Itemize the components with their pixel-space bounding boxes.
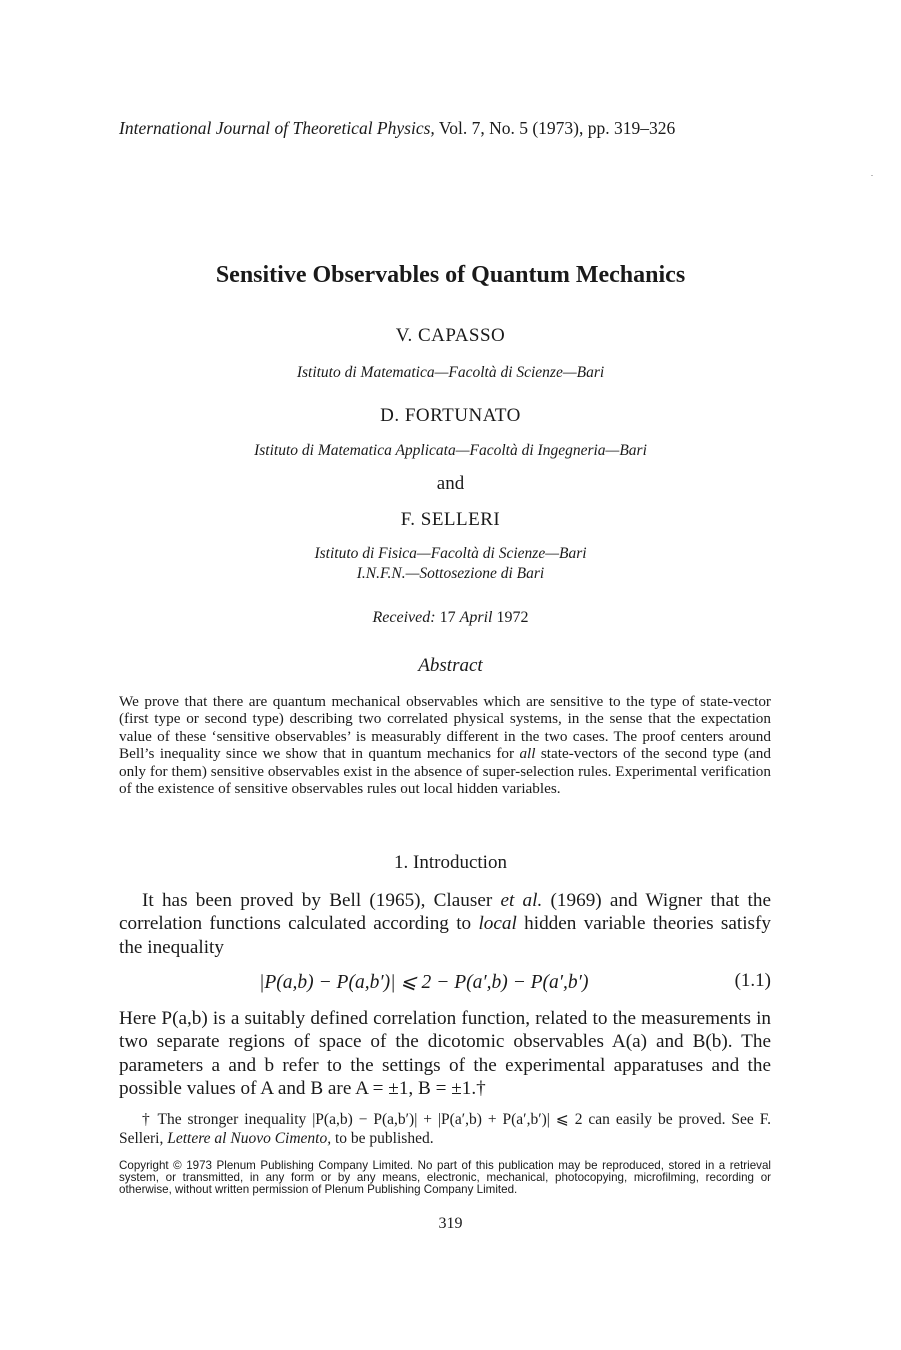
author-3: F. SELLERI (400, 509, 501, 530)
intro-paragraph-2: Here P(a,b) is a suitably defined correlation function, related to the measurements in two separate regions of space of the dicotomic observables A(a) and B(b). The parameters a and b refer to the settings of the experimental apparatuses and the possible values of A and B are A = ±1, B = ±1.† (119, 1008, 771, 1100)
section-heading: 1. Introduction (394, 852, 507, 873)
affiliation-3-line-2: I.N.F.N.—Sottosezione di Bari (356, 565, 545, 582)
equation-row (119, 970, 771, 998)
received-date: Received: 17 April 1972 (372, 609, 529, 626)
received-month: April (459, 609, 493, 626)
copyright-notice: Copyright © 1973 Plenum Publishing Company Limited. No part of this publication may be reproduced, stored in a retrieval system, or transmitted, in any form or by any means, electronic, mechanical, photocopying, microfilming, recording or otherwise, without written permission of Plenum Publishing Company Limited. (119, 1159, 771, 1196)
abstract-heading: Abstract (418, 655, 483, 676)
journal-name: International Journal of Theoretical Physics, (119, 118, 435, 138)
author-1: V. CAPASSO (395, 325, 506, 346)
footnote-journal: Lettere al Nuovo Cimento, (167, 1130, 332, 1147)
abstract-emphasis: all (519, 745, 536, 763)
scan-speck (871, 175, 873, 176)
intro-paragraph-1: It has been proved by Bell (1965), Clauser et al. (1969) and Wigner that the correlation functions calculated according to local hidden variable theories satisfy the inequality (119, 890, 771, 958)
received-label: Received (372, 609, 431, 626)
page-number: 319 (438, 1215, 463, 1232)
affiliation-1: Istituto di Matematica—Facoltà di Scienze—Bari (296, 364, 605, 381)
received-year: 1972 (496, 609, 529, 626)
author-2: D. FORTUNATO (380, 405, 521, 426)
paper-title: Sensitive Observables of Quantum Mechanics (215, 262, 686, 288)
affiliation-3: Istituto di Fisica—Facoltà di Scienze—Bari (314, 545, 587, 562)
abstract-text: We prove that there are quantum mechanical observables which are sensitive to the type of state-vector (first type or second type) describing two correlated physical systems, in the sense that the expectation value of these ‘sensitive observables’ is measurably different in the two cases. The proof centers around Bell’s inequality since we show that in quantum mechanics for all state-vectors of the second type (and only for them) sensitive observables exist in the absence of super-selection rules. Experimental verification of the existence of sensitive observables rules out local hidden variables. (119, 693, 771, 798)
received-day: 17 (439, 609, 456, 626)
journal-citation (119, 118, 675, 139)
footnote: † The stronger inequality |P(a,b) − P(a,b′)| + |P(a′,b) + P(a′,b′)| ⩽ 2 can easily be proved. See F. Selleri, Lettere al Nuovo Cimento, to be published. (119, 1111, 771, 1147)
affiliation-2: Istituto di Matematica Applicata—Facoltà di Ingegneria—Bari (254, 442, 647, 459)
and-text: and (436, 473, 465, 494)
equation-number: (1.1) (734, 970, 771, 991)
journal-volume: Vol. 7, No. 5 (1973), pp. 319–326 (438, 118, 676, 138)
equation-1-1: |P(a,b) − P(a,b′)| ⩽ 2 − P(a′,b) − P(a′,b′) (259, 972, 589, 993)
